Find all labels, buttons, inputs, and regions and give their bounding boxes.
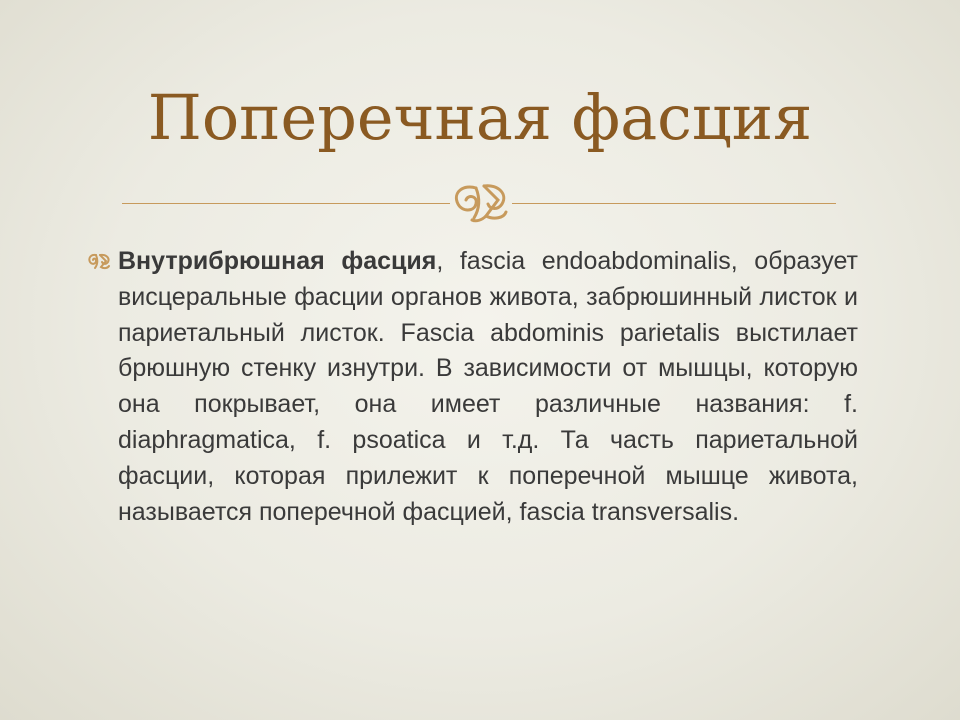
scroll-bullet-icon [86, 252, 112, 270]
body-paragraph [118, 244, 858, 530]
title-divider-left [122, 203, 450, 204]
paragraph-text: , fascia endoabdominalis, образует висцеральные фасции органов живота, забрюшинный листок и париетальный листок. Fascia abdominis parietalis выстилает брюшную стенку изнутри. В зависимости от мышцы, которую она покрывает, она имеет различные названия: f. diaphragmatica, f. psoatica и т.д. Та часть париетальной фасции, которая прилежит к поперечной мышце живота, называется поперечной фасцией, fascia transversalis. [118, 247, 858, 526]
slide-title: Поперечная фасция [147, 81, 813, 154]
title-divider-right [512, 203, 836, 204]
scroll-ornament-icon [446, 178, 514, 226]
bold-term: Внутрибрюшная фасция [118, 247, 437, 275]
